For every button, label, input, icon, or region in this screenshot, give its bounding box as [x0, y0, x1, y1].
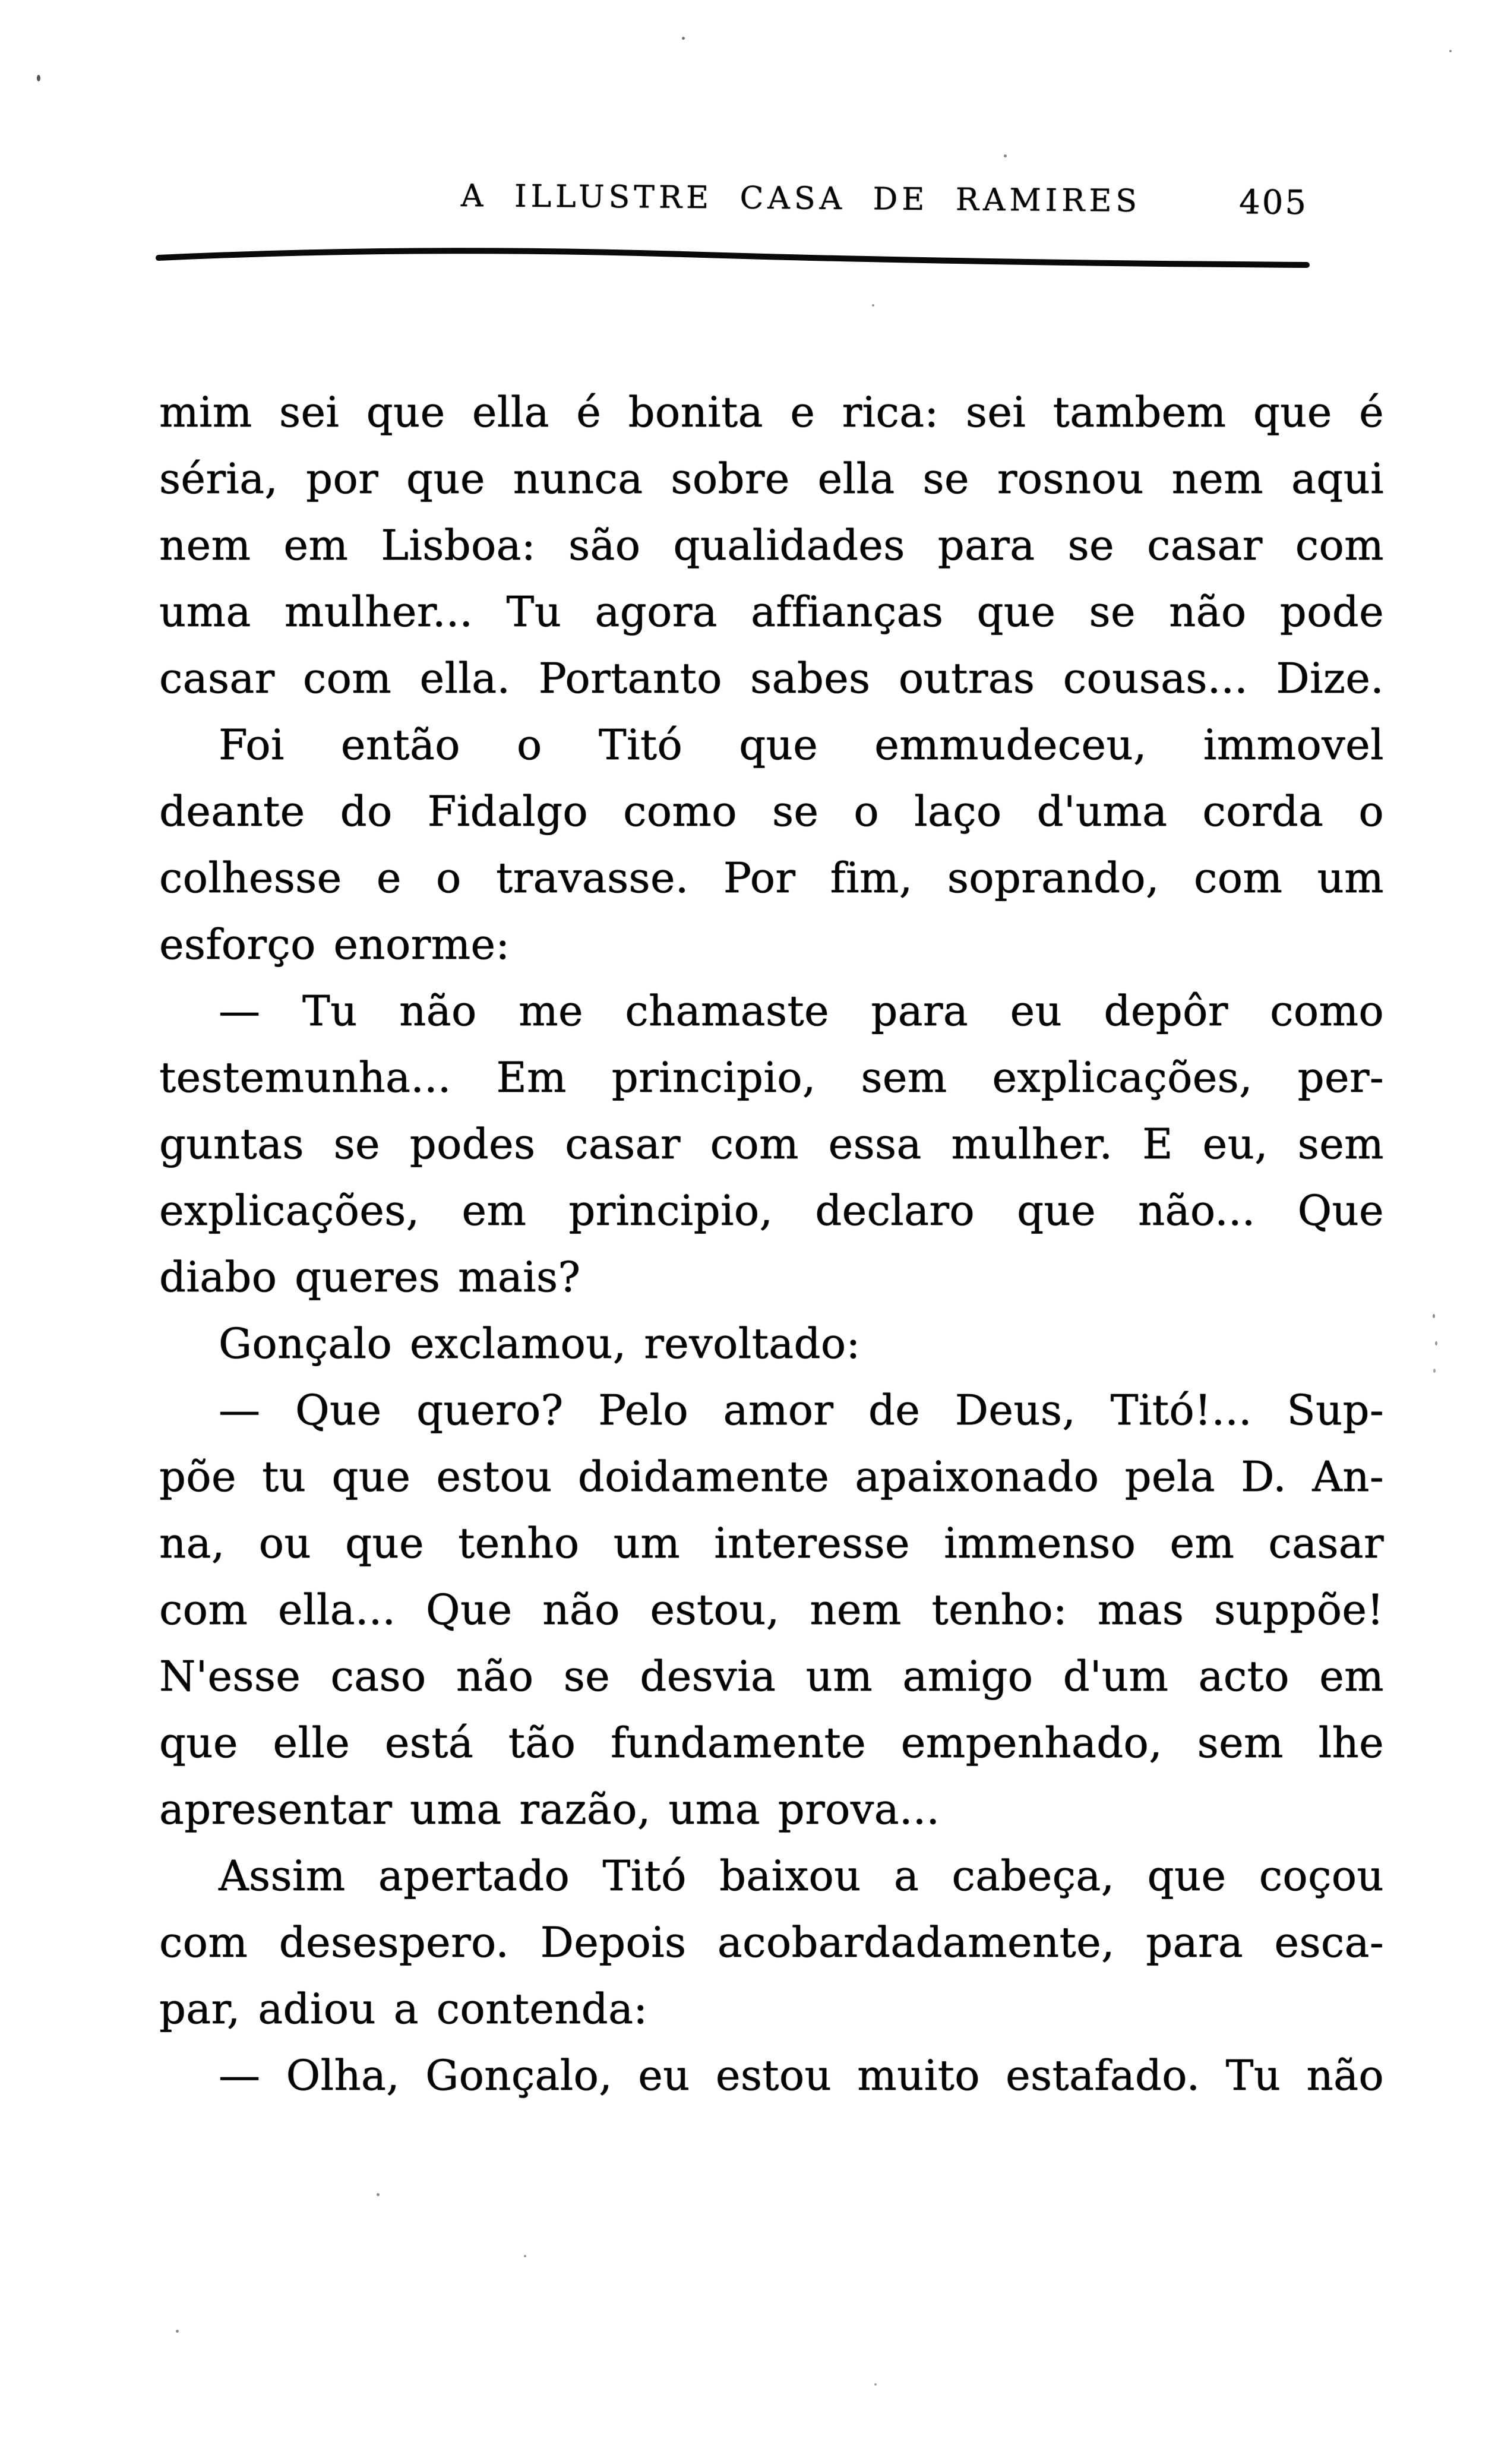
text-line: apresentar uma razão, uma prova...: [159, 1785, 940, 1834]
text-line: Foi então o Titó que emmudeceu, immovel: [219, 721, 1384, 769]
text-line: séria, por que nunca sobre ella se rosnou nem aqui: [159, 454, 1384, 503]
text-line: — Olha, Gonçalo, eu estou muito estafado. Tu não: [219, 2051, 1384, 2100]
text-line: põe tu que estou doidamente apaixonado pela D. An-: [159, 1452, 1384, 1501]
text-line: N'esse caso não se desvia um amigo d'um acto em: [159, 1652, 1384, 1701]
text-line: casar com ella. Portanto sabes outras cousas... Dize.: [159, 654, 1384, 703]
page-number: 405: [1238, 183, 1308, 223]
paragraph: [159, 1377, 1384, 1843]
text-line: Gonçalo exclamou, revoltado:: [219, 1319, 861, 1368]
scan-speck: [872, 304, 874, 307]
text-line: guntas se podes casar com essa mulher. E eu, sem: [159, 1120, 1384, 1168]
paragraph: [159, 1843, 1384, 2042]
text-line: Assim apertado Titó baixou a cabeça, que coçou: [219, 1852, 1384, 1900]
text-line: mim sei que ella é bonita e rica: sei tambem que é: [159, 388, 1384, 437]
scan-speck: [37, 75, 40, 81]
paragraph: [159, 1310, 1384, 1377]
text-line: colhesse e o travasse. Por fim, soprando, com um: [159, 854, 1384, 902]
page-header: [159, 176, 1384, 227]
scan-speck: [377, 2193, 380, 2196]
text-line: com desespero. Depois acobardadamente, para esca-: [159, 1918, 1384, 1967]
text-line: deante do Fidalgo como se o laço d'uma corda o: [159, 787, 1384, 836]
text-line: testemunha... Em principio, sem explicações, per-: [159, 1053, 1384, 1102]
paragraph: [159, 379, 1384, 712]
scan-speck: [1433, 1314, 1435, 1318]
text-line: esforço enorme:: [159, 920, 510, 969]
scan-speck: [1449, 50, 1452, 52]
text-line: uma mulher... Tu agora affianças que se não pode: [159, 587, 1384, 636]
scan-speck: [874, 2383, 877, 2386]
text-line: com ella... Que não estou, nem tenho: mas suppõe!: [159, 1585, 1384, 1634]
scan-speck: [1004, 154, 1007, 157]
text-line: nem em Lisboa: são qualidades para se casar com: [159, 521, 1384, 570]
running-title: A ILLUSTRE CASA DE RAMIRES: [460, 178, 1142, 219]
text-line: — Que quero? Pelo amor de Deus, Titó!... Sup-: [219, 1386, 1384, 1435]
scan-speck: [1435, 1341, 1437, 1345]
scan-speck: [524, 2255, 526, 2257]
text-line: na, ou que tenho um interesse immenso em casar: [159, 1519, 1384, 1568]
scan-speck: [1433, 1369, 1436, 1373]
scan-speck: [176, 2330, 179, 2333]
paragraph: [159, 2042, 1384, 2109]
header-rule: [0, 0, 1495, 309]
text-line: explicações, em principio, declaro que não... Que: [159, 1186, 1384, 1235]
text-line: que elle está tão fundamente empenhado, sem lhe: [159, 1719, 1384, 1767]
paragraph: [159, 712, 1384, 978]
text-block: [159, 379, 1384, 2109]
text-line: par, adiou a contenda:: [159, 1985, 648, 2033]
text-line: diabo queres mais?: [159, 1253, 581, 1302]
text-line: — Tu não me chamaste para eu depôr como: [219, 987, 1384, 1035]
paragraph: [159, 978, 1384, 1310]
scan-speck: [682, 37, 685, 40]
